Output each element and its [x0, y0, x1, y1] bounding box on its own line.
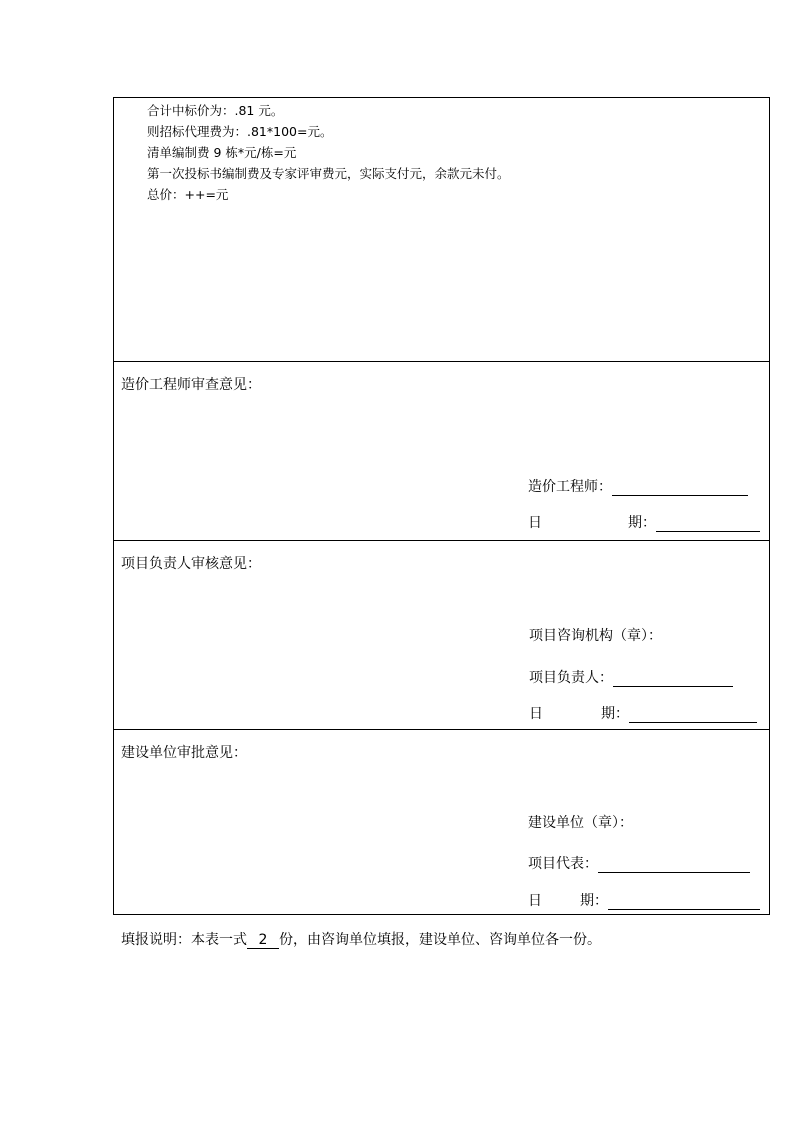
project-lead-review-section	[114, 540, 769, 729]
calc-line-list-fee: 清单编制费 9 栋*元/栋=元	[147, 145, 297, 160]
project-lead-date-label	[529, 703, 629, 723]
consulting-org-label: 项目咨询机构（章）：	[529, 628, 662, 644]
engineer-date-label	[528, 512, 656, 532]
fill-instructions	[121, 929, 601, 949]
calc-line-agency-fee: 则招标代理费为：.81*100=元。	[147, 124, 333, 139]
project-lead-review-title: 项目负责人审核意见：	[121, 556, 261, 572]
owner-date-field[interactable]	[608, 893, 760, 910]
fill-instructions-prefix: 填报说明：本表一式	[121, 932, 247, 948]
owner-org-label: 建设单位（章）：	[528, 815, 633, 831]
project-rep-label: 项目代表：	[528, 856, 598, 872]
engineer-signer-label: 造价工程师：	[528, 479, 612, 495]
approval-form-table	[113, 97, 770, 915]
owner-org-row	[528, 812, 633, 832]
owner-date-row	[528, 890, 760, 910]
calc-line-bid-doc-fee: 第一次投标书编制费及专家评审费元，实际支付元，余款元未付。	[147, 166, 510, 181]
date-label-day: 日	[528, 893, 542, 909]
date-label-period: 期：	[601, 706, 629, 722]
copies-count: 2	[247, 932, 279, 949]
project-rep-row	[528, 853, 750, 873]
owner-approval-section	[114, 729, 769, 915]
date-label-period: 期：	[628, 515, 656, 531]
calculation-lines	[147, 100, 510, 205]
engineer-review-section	[114, 361, 769, 540]
calc-line-total-bid: 合计中标价为：.81 元。	[147, 103, 284, 118]
fee-calculation-section	[114, 98, 769, 361]
project-lead-date-field[interactable]	[629, 706, 757, 723]
engineer-review-title: 造价工程师审查意见：	[121, 377, 261, 393]
date-label-day: 日	[528, 515, 542, 531]
engineer-signature-field[interactable]	[612, 479, 748, 496]
calc-line-total-price: 总价：++=元	[147, 187, 229, 202]
owner-date-label	[528, 890, 608, 910]
project-lead-signer-label: 项目负责人：	[529, 670, 613, 686]
project-lead-signature-field[interactable]	[613, 670, 733, 687]
project-rep-signature-field[interactable]	[598, 856, 750, 873]
project-lead-date-row	[529, 703, 757, 723]
engineer-date-field[interactable]	[656, 515, 760, 532]
engineer-signature-row	[528, 476, 748, 496]
engineer-date-row	[528, 512, 760, 532]
consulting-org-row	[529, 625, 662, 645]
date-label-period: 期：	[580, 893, 608, 909]
owner-approval-title: 建设单位审批意见：	[121, 745, 247, 761]
fill-instructions-suffix: 份，由咨询单位填报，建设单位、咨询单位各一份。	[279, 932, 601, 948]
project-lead-signature-row	[529, 667, 733, 687]
date-label-day: 日	[529, 706, 543, 722]
